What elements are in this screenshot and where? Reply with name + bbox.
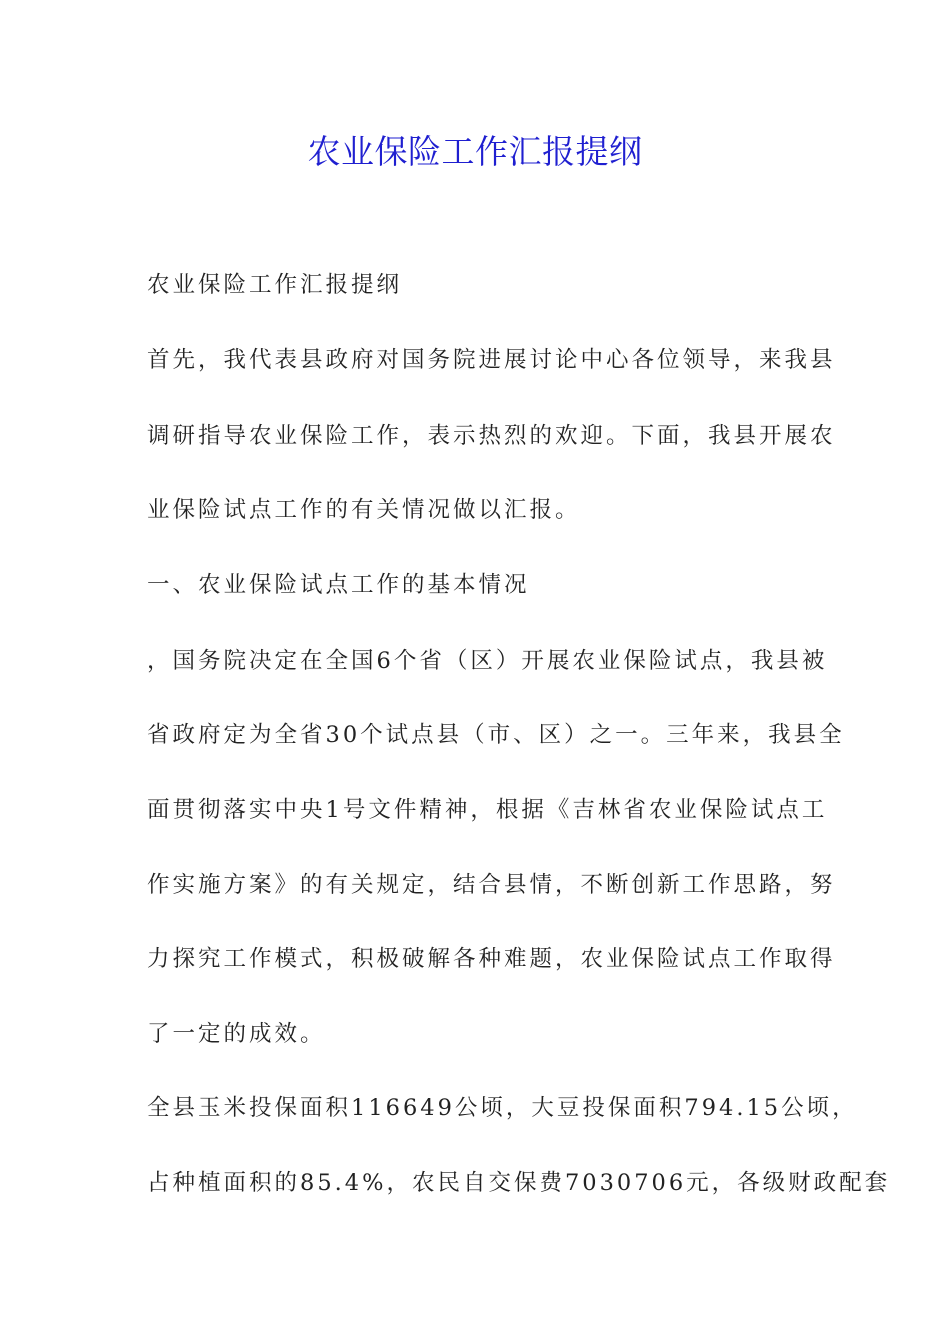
body-line: 面贯彻落实中央1号文件精神，根据《吉林省农业保险试点工: [147, 797, 828, 823]
body-line: 作实施方案》的有关规定，结合县情，不断创新工作思路，努: [147, 872, 836, 898]
body-line: 首先，我代表县政府对国务院进展讨论中心各位领导，来我县: [147, 347, 836, 373]
body-line: 调研指导农业保险工作，表示热烈的欢迎。下面，我县开展农: [147, 423, 836, 449]
body-line-subtitle: 农业保险工作汇报提纲: [147, 272, 403, 298]
body-line: 省政府定为全省30个试点县（市、区）之一。三年来，我县全: [147, 722, 845, 748]
document-title: 农业保险工作汇报提纲: [307, 132, 643, 171]
section-heading: 一、农业保险试点工作的基本情况: [147, 572, 530, 598]
body-line: ，国务院决定在全国6个省（区）开展农业保险试点，我县被: [147, 648, 828, 674]
body-line: 了一定的成效。: [147, 1021, 326, 1047]
body-line: 业保险试点工作的有关情况做以汇报。: [147, 497, 581, 523]
body-line: 全县玉米投保面积116649公顷，大豆投保面积794.15公顷，: [147, 1095, 858, 1121]
body-line: 占种植面积的85.4%，农民自交保费7030706元，各级财政配套: [147, 1170, 891, 1196]
body-line: 力探究工作模式，积极破解各种难题，农业保险试点工作取得: [147, 946, 836, 972]
